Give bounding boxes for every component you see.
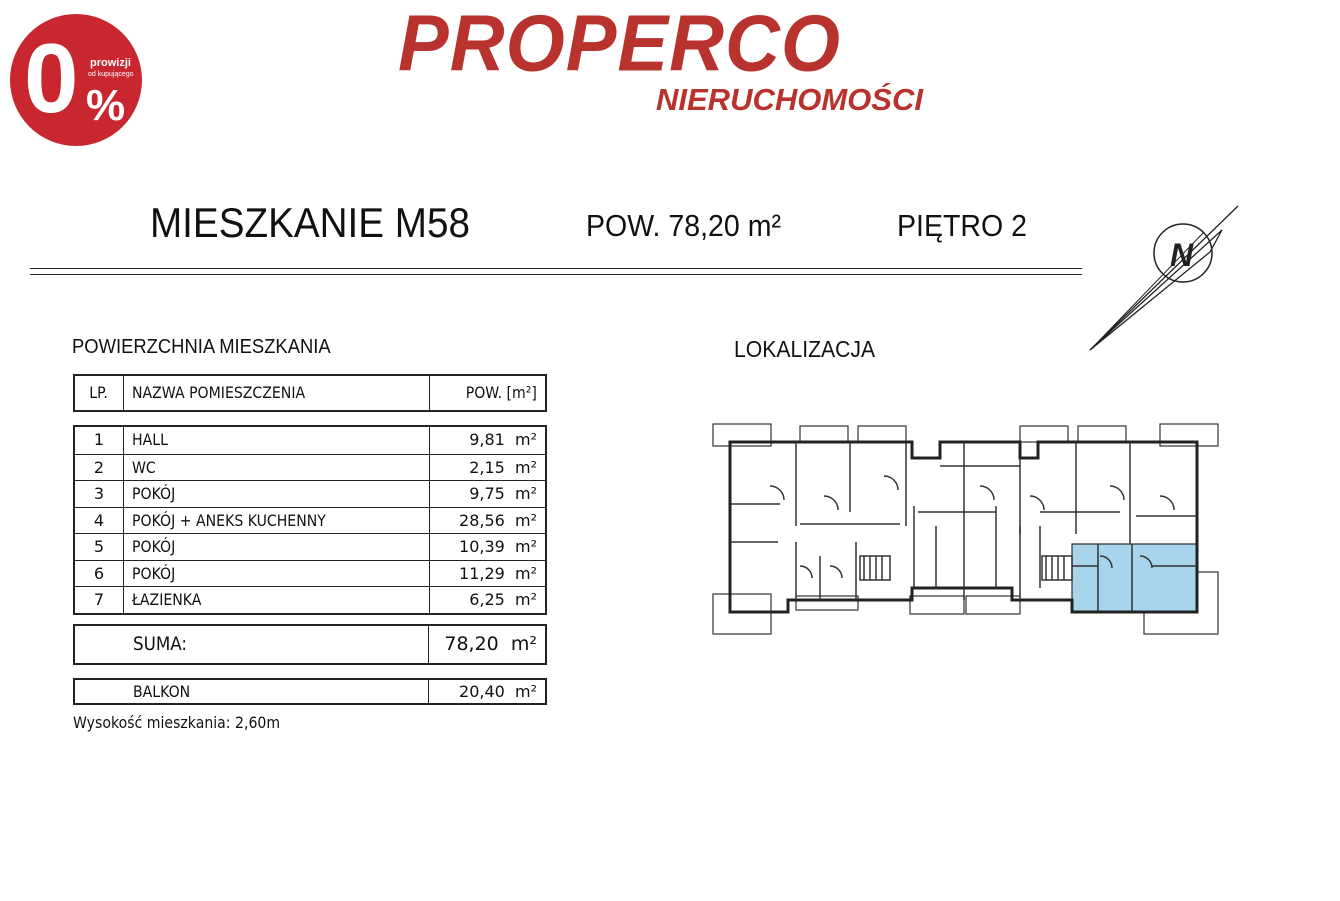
badge-line1: prowizji [90, 57, 131, 69]
area-section-heading: POWIERZCHNIA MIESZKANIA [72, 336, 331, 358]
brand-subtitle: NIERUCHOMOŚCI [656, 82, 923, 117]
row-area: 10,39 [459, 537, 505, 556]
rooms-table [73, 425, 547, 615]
location-section-heading: LOKALIZACJA [734, 336, 876, 362]
row-lp: 3 [75, 481, 124, 507]
compass-letter: N [1170, 237, 1194, 273]
row-area: 6,25 [469, 590, 505, 609]
row-unit: m² [515, 484, 537, 503]
row-name: ŁAZIENKA [132, 590, 202, 609]
table-row [75, 427, 545, 454]
brand-logo: PROPERCO [398, 0, 841, 89]
row-name: HALL [132, 430, 168, 449]
building-location-plan [700, 416, 1230, 638]
badge-percent: % [86, 81, 126, 130]
sum-area: 78,20 [444, 633, 499, 655]
sum-label: SUMA: [133, 633, 188, 655]
north-arrow-icon [1086, 200, 1246, 356]
row-unit: m² [515, 590, 537, 609]
table-row [75, 560, 545, 587]
badge-zero: 0 [24, 23, 75, 133]
zero-commission-badge [10, 14, 142, 146]
balcony-label: BALKON [133, 682, 191, 701]
row-lp: 5 [75, 534, 124, 560]
table-row [75, 533, 545, 560]
badge-line2: od kupującego [88, 71, 134, 78]
header-rule-top [30, 268, 1082, 269]
row-area: 9,75 [469, 484, 505, 503]
table-row [75, 454, 545, 481]
row-area: 2,15 [469, 457, 505, 477]
row-unit: m² [515, 430, 537, 449]
row-unit: m² [515, 457, 537, 477]
row-name: POKÓJ [132, 484, 176, 503]
header-lp: LP. [89, 383, 109, 402]
row-lp: 2 [75, 455, 124, 481]
row-name: WC [132, 457, 156, 477]
table-row [75, 507, 545, 534]
header-area: POW. [m²] [465, 383, 537, 402]
apartment-title: MIESZKANIE M58 [150, 199, 470, 246]
row-area: 28,56 [459, 510, 505, 530]
sum-row [73, 624, 547, 665]
row-unit: m² [515, 537, 537, 556]
row-name: POKÓJ [132, 563, 176, 583]
header-rule-bottom [30, 274, 1082, 275]
row-unit: m² [515, 510, 537, 530]
table-row [75, 480, 545, 507]
sum-unit: m² [510, 633, 537, 655]
apartment-height-note: Wysokość mieszkania: 2,60m [73, 713, 281, 732]
apartment-area: POW. 78,20 m² [586, 208, 781, 243]
header-name: NAZWA POMIESZCZENIA [132, 383, 306, 402]
row-name: POKÓJ + ANEKS KUCHENNY [132, 510, 326, 530]
balcony-area: 20,40 [459, 682, 505, 701]
row-lp: 1 [75, 427, 124, 454]
row-lp: 4 [75, 508, 124, 534]
rooms-table-header [73, 374, 547, 412]
row-name: POKÓJ [132, 537, 176, 556]
balcony-row [73, 678, 547, 705]
row-lp: 7 [75, 587, 124, 613]
row-area: 11,29 [459, 563, 505, 583]
row-unit: m² [515, 563, 537, 583]
balcony-unit: m² [515, 682, 537, 701]
row-area: 9,81 [469, 430, 505, 449]
table-row [75, 586, 545, 613]
apartment-floor: PIĘTRO 2 [897, 208, 1027, 243]
row-lp: 6 [75, 561, 124, 587]
